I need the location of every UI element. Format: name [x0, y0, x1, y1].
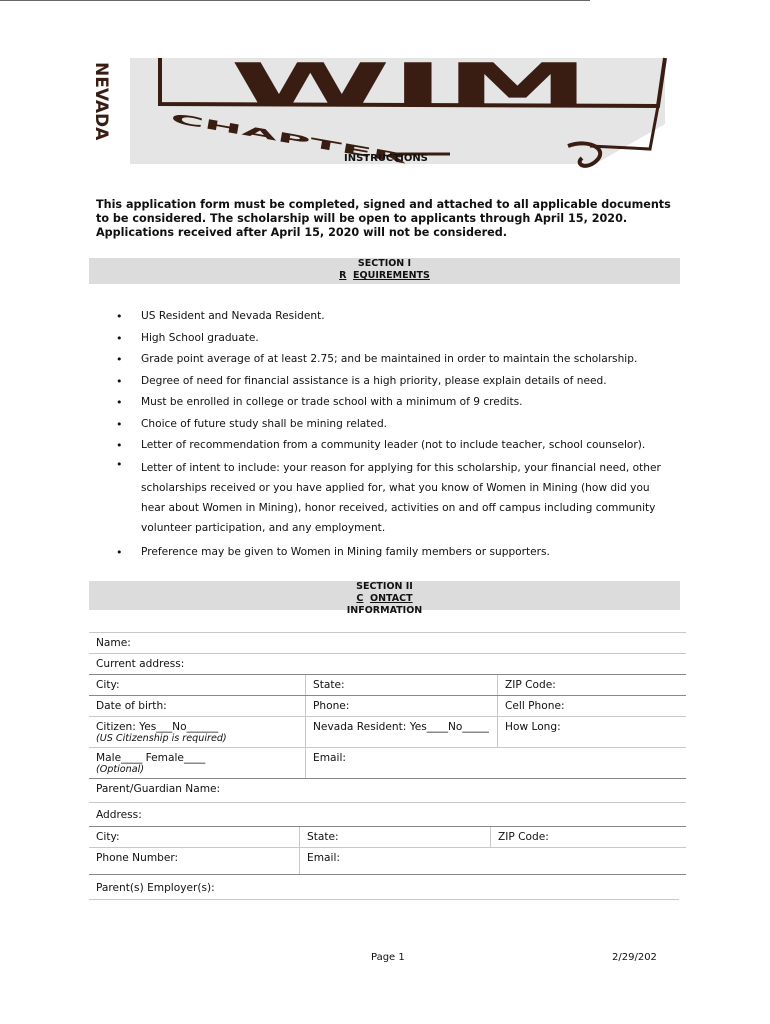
parent-name-field[interactable]: Parent/Guardian Name: — [96, 783, 221, 795]
section-2-sub-line2: INFORMATION — [346, 605, 423, 616]
parent-state-field[interactable]: State: — [299, 827, 490, 847]
list-item: • High School graduate. — [116, 331, 259, 345]
form-row-name — [89, 632, 686, 654]
form-row-city — [89, 675, 686, 696]
city-field[interactable]: City: — [96, 679, 120, 691]
parent-employer-field[interactable]: Parent(s) Employer(s): — [96, 882, 215, 894]
page-number: Page 1 — [371, 952, 405, 963]
list-item: • Grade point average of at least 2.75; and be maintained in order to maintain the scholarship. — [116, 353, 638, 366]
form-row-gender — [89, 748, 686, 779]
logo-nevada-text: NEVADA — [91, 62, 111, 141]
parent-phone-field[interactable]: Phone Number: — [96, 852, 179, 864]
list-item: • Letter of recommendation from a community leader (not to include teacher, school counselor). — [116, 439, 646, 452]
list-item: • US Resident and Nevada Resident. — [116, 310, 325, 323]
cell-phone-field[interactable]: Cell Phone: — [497, 696, 686, 716]
section-1-sub-rest: EQUIREMENTS — [353, 270, 430, 281]
section-1-sub-first: R — [339, 270, 347, 281]
form-row-employer — [89, 875, 679, 900]
state-field[interactable]: State: — [305, 675, 497, 695]
list-item: • Degree of need for financial assistance is a high priority, please explain details of need. — [116, 374, 607, 388]
zip-field[interactable]: ZIP Code: — [497, 675, 686, 695]
email-field[interactable]: Email: — [305, 748, 686, 778]
intro-paragraph: This application form must be completed, signed and attached to all applicable documents to be considered. The scholarship will be open to applicants through April 15, 2020. Applications received after April 15, 2020 will not be considered. — [96, 198, 671, 239]
top-rule — [0, 0, 590, 1]
parent-email-field[interactable]: Email: — [299, 848, 686, 874]
logo-wim-text: WIM — [230, 51, 590, 121]
form-row-dob — [89, 696, 686, 717]
parent-zip-field[interactable]: ZIP Code: — [490, 827, 686, 847]
parent-address-field[interactable]: Address: — [96, 809, 142, 821]
gender-field[interactable]: Male____ Female____ (Optional) — [96, 752, 206, 775]
instructions-heading: INSTRUCTIONS — [344, 153, 428, 164]
list-item: • Preference may be given to Women in Mining family members or supporters. — [116, 545, 550, 559]
form-row-parent-phone — [89, 848, 686, 875]
section-2-sub-first: C — [356, 593, 364, 604]
form-row-citizen — [89, 717, 686, 748]
section-2-header — [89, 581, 680, 616]
phone-field[interactable]: Phone: — [305, 696, 497, 716]
form-row-address — [89, 654, 686, 675]
section-1-title: SECTION I — [357, 258, 412, 269]
dob-field[interactable]: Date of birth: — [96, 700, 167, 712]
list-item: • Letter of intent to include: your reason for applying for this scholarship, your financial need, other scholarships received or you have applied for, what you know of Women in Mining (how did you hear about Women in Mining), honor received, activities on and off campus including community volunteer participation, and any employment. — [116, 457, 661, 534]
name-field[interactable]: Name: — [96, 637, 131, 649]
how-long-field[interactable]: How Long: — [497, 717, 686, 747]
section-1-header — [89, 258, 680, 284]
current-address-field[interactable]: Current address: — [96, 658, 185, 670]
footer-date: 2/29/202 — [612, 952, 657, 963]
citizen-field[interactable]: Citizen: Yes___No______ (US Citizenship is required) — [96, 721, 227, 744]
form-row-parent-address — [89, 803, 686, 827]
form-row-parent — [89, 779, 686, 803]
list-item: • Must be enrolled in college or trade school with a minimum of 9 credits. — [116, 396, 523, 409]
nevada-resident-field[interactable]: Nevada Resident: Yes____No_____ — [305, 717, 497, 747]
contact-form — [89, 632, 686, 900]
parent-city-field[interactable]: City: — [96, 831, 120, 843]
section-2-sub-rest: ONTACT — [370, 593, 413, 604]
list-item: • Choice of future study shall be mining related. — [116, 417, 388, 431]
requirements-list — [96, 310, 696, 567]
form-row-parent-city — [89, 827, 686, 848]
section-2-title: SECTION II — [356, 581, 413, 592]
logo-chapter-text: CHAPTER — [169, 111, 239, 138]
